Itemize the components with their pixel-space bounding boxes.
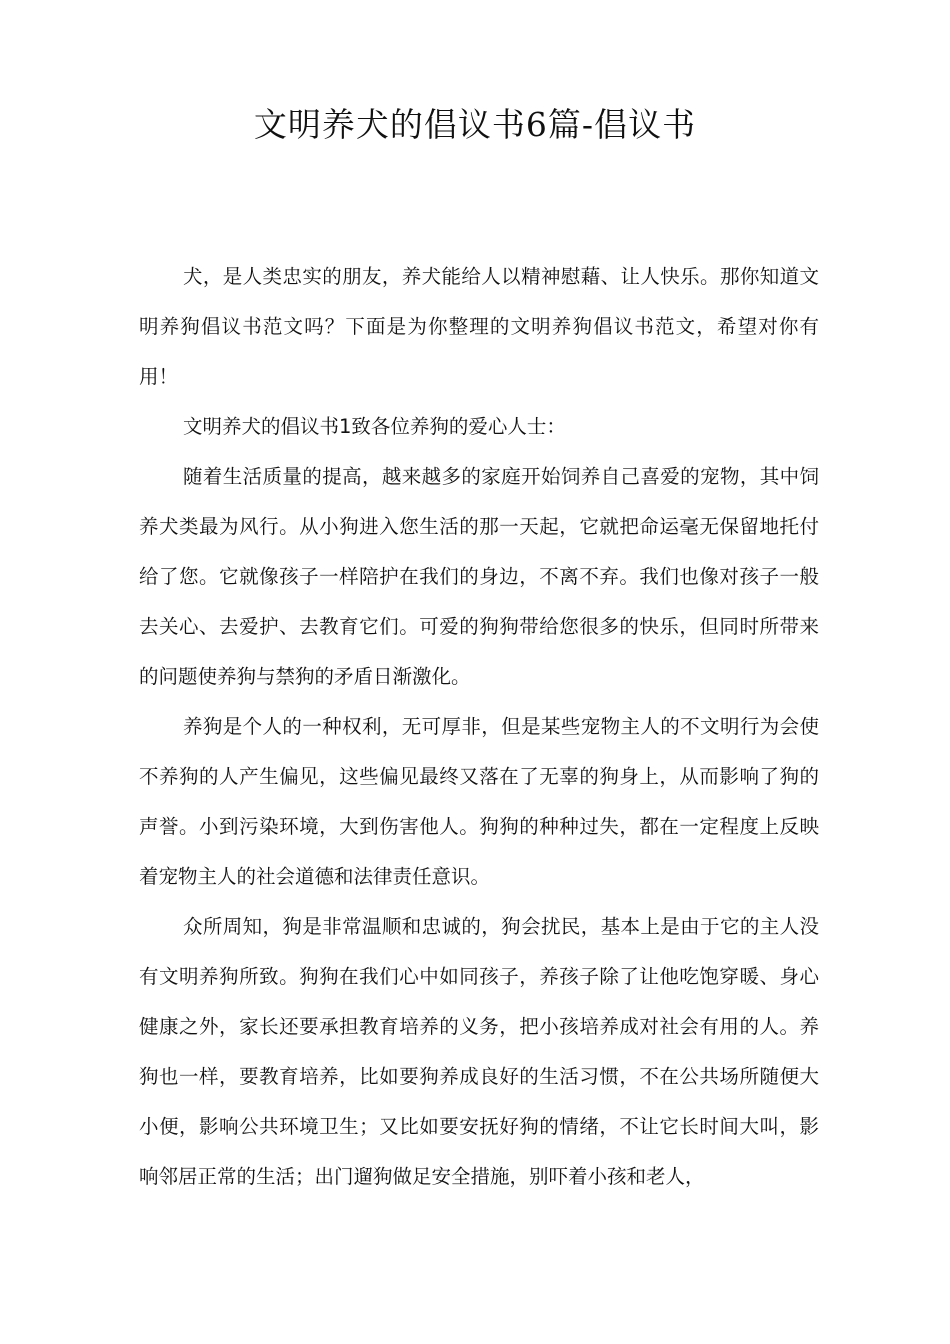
- paragraph-rights: 养狗是个人的一种权利，无可厚非，但是某些宠物主人的不文明行为会使不养狗的人产生偏见，这些偏见最终又落在了无辜的狗身上，从而影响了狗的声誉。小到污染环境，大到伤害他人。狗狗的种种过失，都在一定程度上反映着宠物主人的社会道德和法律责任意识。: [139, 715, 819, 888]
- paragraph-responsibility: 众所周知，狗是非常温顺和忠诚的，狗会扰民，基本上是由于它的主人没有文明养狗所致。狗狗在我们心中如同孩子，养孩子除了让他吃饱穿暖、身心健康之外，家长还要承担教育培养的义务，把小孩培养成对社会有用的人。养狗也一样，要教育培养，比如要狗养成良好的生活习惯，不在公共场所随便大小便，影响公共环境卫生；又比如要安抚好狗的情绪，不让它长时间大叫，影响邻居正常的生活；出门遛狗做足安全措施，别吓着小孩和老人，: [139, 915, 819, 1188]
- paragraph-background: 随着生活质量的提高，越来越多的家庭开始饲养自己喜爱的宠物，其中饲养犬类最为风行。从小狗进入您生活的那一天起，它就把命运毫无保留地托付给了您。它就像孩子一样陪护在我们的身边，不离不弃。我们也像对孩子一般去关心、去爱护、去教育它们。可爱的狗狗带给您很多的快乐，但同时所带来的问题使养狗与禁狗的矛盾日渐激化。: [139, 465, 819, 688]
- document-title: 文明养犬的倡议书6篇-倡议书: [253, 105, 697, 144]
- paragraph-intro: 犬，是人类忠实的朋友，养犬能给人以精神慰藉、让人快乐。那你知道文明养狗倡议书范文吗？下面是为你整理的文明养狗倡议书范文，希望对你有用！: [139, 265, 819, 388]
- paragraph-salutation: 文明养犬的倡议书1致各位养狗的爱心人士：: [183, 415, 566, 438]
- document-body: [139, 252, 819, 1202]
